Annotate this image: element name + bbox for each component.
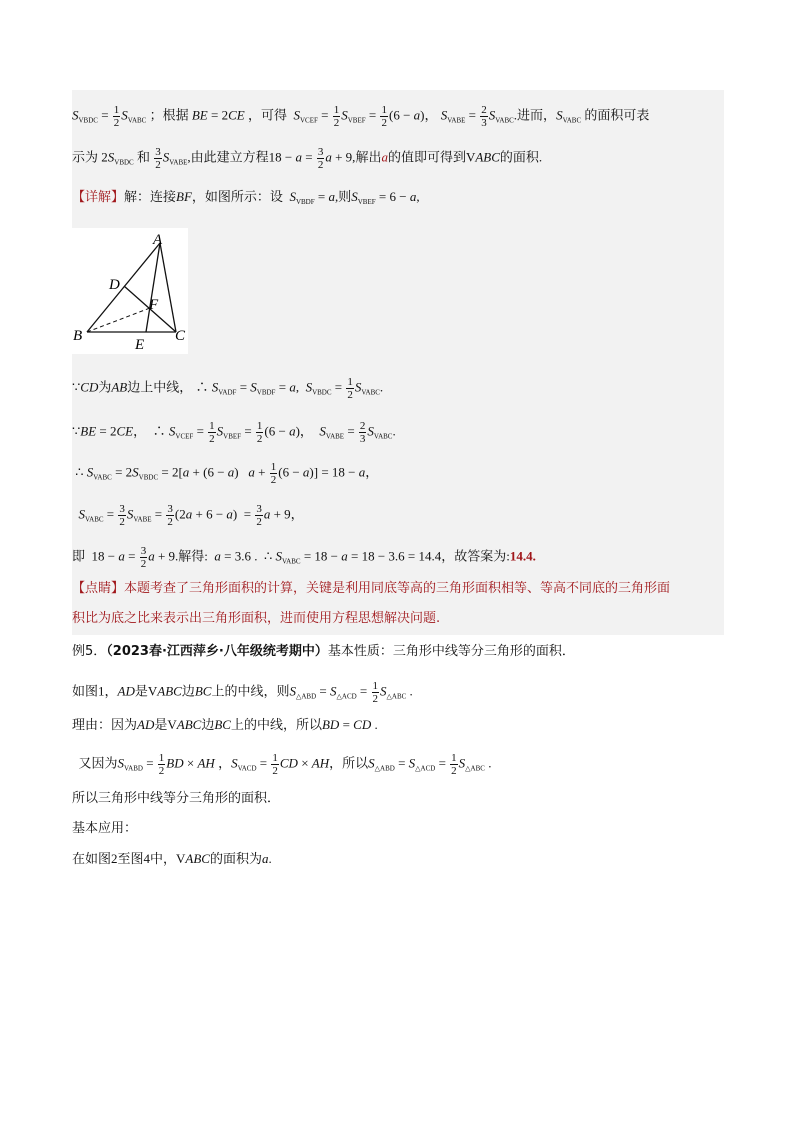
text: ，如图所示：设 xyxy=(191,189,283,204)
figure1-line: 如图1，AD是VABC边BC上的中线，则$S_{\triangle ABD} = S_{\triangle ACD}$ = $\frac{1}{2}$ $S_{\triangle ABC}$ . xyxy=(72,680,413,705)
text: ∴ xyxy=(75,464,84,480)
text: ∵ xyxy=(72,423,81,439)
text: ，可得 xyxy=(247,107,287,123)
text: 由此建立方程 xyxy=(190,149,269,165)
answer-value: 14.4. xyxy=(509,548,536,564)
text: 的值即可得到 xyxy=(387,149,466,165)
text: 即 xyxy=(72,548,86,564)
detail-line: 【详解】解：连接BF，如图所示：设 $S_{VBDF} = a$,则$S_{VBEF} = 6 - a$, xyxy=(72,189,420,206)
text: 是 xyxy=(154,717,168,732)
text: 的面积可表 xyxy=(584,107,650,123)
text: 边上中线， xyxy=(127,379,193,395)
example-heading xyxy=(72,643,575,661)
text: 边 xyxy=(181,683,195,699)
example-source: （2023春·江西萍乡·八年级统考期中） xyxy=(106,644,328,659)
text: ∵ xyxy=(72,379,81,395)
detail-tag: 【详解】 xyxy=(72,189,125,204)
because-line-2: ∵BE = 2CE， ∴ $S_{VCEF}$ = $\frac{1}{2}$ $S_{VBEF}$ = $\frac{1}{2}$ (6 − a)， $S_{VABE}$ = $\frac{2}{3}$ $S_{VABC}$. xyxy=(72,420,396,445)
label-f: F xyxy=(149,297,159,313)
text: 解：连接 xyxy=(124,189,177,204)
final-line: 在如图2至图4中，VABC的面积为a. xyxy=(72,851,272,866)
conclusion-line: 所以三角形中线等分三角形的面积． xyxy=(72,791,281,806)
text: 又因为 xyxy=(78,755,118,771)
example-statement: 基本性质：三角形中线等分三角形的面积． xyxy=(327,644,575,659)
text: 上的中线，则 xyxy=(211,683,290,699)
also-line: 又因为$S_{VABD}$ = $\frac{1}{2}$ BD × AH ，$S_{VACD}$ = $\frac{1}{2}$ CD × AH，所以$S_{\triangle ABD} = S_{\triangle ACD}$ = $\frac{1}{2}$ $S_{\triangle ABC}$ . xyxy=(78,752,492,777)
label-a: A xyxy=(153,232,163,248)
text: 为 xyxy=(98,379,112,395)
text: 是 xyxy=(134,683,148,699)
reason-line: 理由：因为AD是VABC边BC上的中线，所以BD = CD . xyxy=(72,717,378,732)
text: 则 xyxy=(338,189,352,204)
text: 解得: xyxy=(178,548,208,564)
text: 在如图2至图4中， xyxy=(72,851,177,866)
therefore-line: ∴ $S_{VABC} = 2S_{VBDC} = 2[a + (6 - a) a$ + $\frac{1}{2}$ (6 − a)] = 18 − a， xyxy=(75,461,379,486)
example-label: 例5． xyxy=(72,644,107,659)
because-line-1: ∵CD为AB边上中线， ∴ $S_{VADF} = S_{VBDF} = a$, $S_{VBDC}$ = $\frac{1}{2}$ $S_{VABC}$. xyxy=(72,376,384,401)
text: 上的中线，所以 xyxy=(230,717,322,732)
text: ，故答案为: xyxy=(441,548,510,564)
text: ，所以 xyxy=(329,755,369,771)
triangle-diagram xyxy=(72,228,188,354)
comment-line-2: 积比为底之比来表示出三角形面积，进而使用方程思想解决问题. xyxy=(72,611,441,626)
label-c: C xyxy=(175,328,186,344)
answer-line: 即 18 − a = $\frac{3}{2}$ a + 9.解得: a = 3.6 . ∴ $S_{VABC} = 18 - a = 18 - 3.6 = 14.4$，故答案为:14.4. xyxy=(72,545,536,570)
text: 和 xyxy=(136,149,150,165)
label-b: B xyxy=(73,328,83,344)
comment-line-1 xyxy=(72,580,670,598)
label-e: E xyxy=(135,337,145,353)
label-d: D xyxy=(109,277,120,293)
text: 的面积为 xyxy=(209,851,262,866)
text: 解出 xyxy=(355,149,382,165)
text: ；根据 xyxy=(149,107,189,123)
equation-line: $S_{VABC}$ = $\frac{3}{2}$ $S_{VABE}$ = $\frac{3}{2}$ (2a + 6 − a) = $\frac{3}{2}$ a + 9， xyxy=(78,503,304,528)
edge-ab xyxy=(87,243,160,332)
text: 的面积. xyxy=(499,149,543,165)
basic-application-line: 基本应用： xyxy=(72,821,138,836)
comment-text: 本题考查了三角形面积的计算，关键是利用同底等高的三角形面积相等、等高不同底的三角形面 xyxy=(124,581,671,596)
edge-ac xyxy=(160,243,176,332)
comment-tag: 【点睛】 xyxy=(72,581,125,596)
triangle-figure xyxy=(72,228,188,354)
text: 如图1， xyxy=(72,683,118,699)
solution-line-2: 示为 $2S_{VBDC}$ 和 $\frac{3}{2}$ $S_{VABE}$,由此建立方程18 − a = $\frac{3}{2}$ a + 9,解出a的值即可得到VABC的面积. xyxy=(72,146,543,171)
solution-line-1: $S_{VBDC}$ = $\frac{1}{2}$ $S_{VABC}$ ；根据 BE = 2CE ，可得 $S_{VCEF}$ = $\frac{1}{2}$ $S_{VBEF}$ = $\frac{1}{2}$ (6 − a)， $S_{VABE}$ = $\frac{2}{3}$ $S_{VABC}$.进而，$S_{VABC}$ 的面积可表 xyxy=(72,104,650,129)
text: 进而， xyxy=(517,107,557,123)
text: 理由：因为 xyxy=(72,717,138,732)
text: 示为 xyxy=(72,149,99,165)
text: 边 xyxy=(201,717,215,732)
segment-ae xyxy=(146,243,160,332)
